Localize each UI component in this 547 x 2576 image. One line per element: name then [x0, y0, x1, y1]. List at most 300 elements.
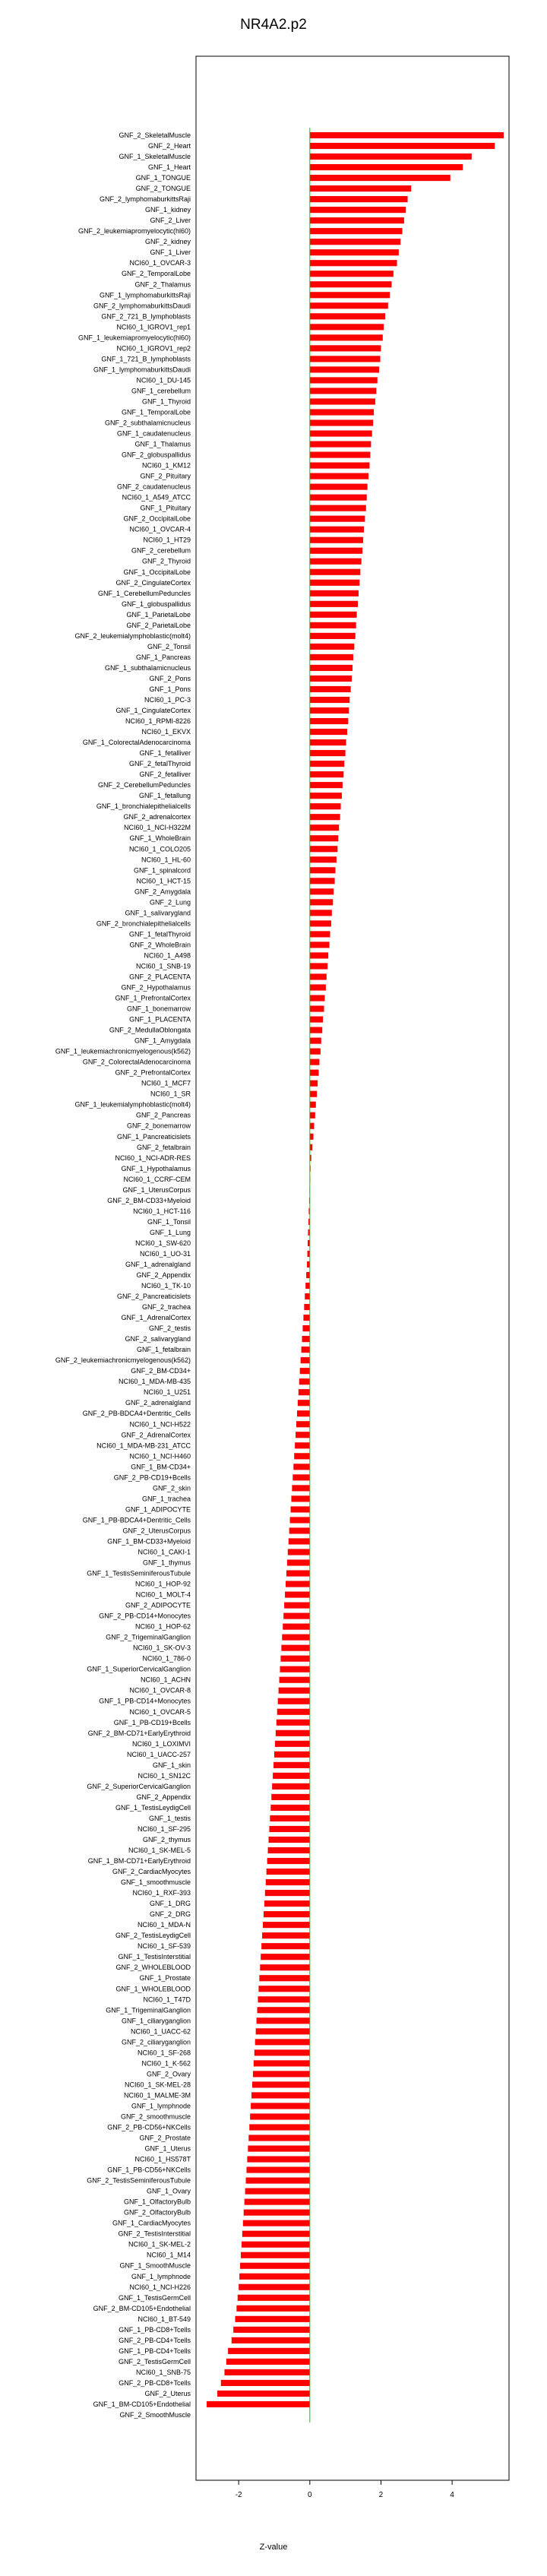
category-label: GNF_2_721_B_lymphoblasts — [101, 312, 191, 321]
bar — [310, 1005, 324, 1011]
bar — [277, 1720, 310, 1726]
bar — [310, 132, 504, 138]
bar — [277, 1709, 310, 1715]
category-label: GNF_2_skin — [152, 1484, 191, 1492]
category-label: NCI60_1_SK-MEL-28 — [124, 2081, 191, 2089]
bar — [310, 505, 366, 511]
category-label: NCI60_1_A498 — [144, 951, 191, 960]
bar — [254, 2060, 310, 2066]
bar — [310, 888, 334, 894]
category-label: NCI60_1_MOLT-4 — [135, 1590, 191, 1599]
bar — [298, 1400, 310, 1406]
bar — [310, 377, 378, 383]
bar — [288, 1549, 310, 1555]
bar — [236, 2305, 309, 2312]
category-label: GNF_2_adrenalgland — [125, 1399, 191, 1407]
category-label: NCI60_1_NCI-H522 — [129, 1420, 191, 1429]
bar — [310, 175, 451, 181]
bar — [280, 1677, 310, 1683]
category-label: GNF_1_TestisInterstitial — [118, 1953, 191, 1961]
category-label: NCI60_1_PC-3 — [144, 695, 191, 704]
bar — [310, 419, 373, 426]
category-label: GNF_1_Thalamus — [134, 440, 191, 448]
category-label: GNF_2_Tonsil — [147, 642, 191, 650]
category-label: GNF_1_WHOLEBLOOD — [115, 1985, 191, 1993]
bar — [310, 398, 375, 404]
bar — [268, 1847, 310, 1853]
category-label: GNF_2_leukemialymphoblastic(molt4) — [74, 631, 191, 640]
bar — [248, 2135, 310, 2141]
category-label: GNF_1_TrigeminalGanglion — [106, 2006, 191, 2014]
bar — [273, 1773, 310, 1779]
category-label: NCI60_1_KM12 — [141, 461, 191, 470]
bar — [246, 2178, 310, 2184]
category-label: GNF_1_PB-CD56+NKCells — [107, 2166, 191, 2174]
bar — [310, 612, 357, 618]
category-label: GNF_2_Lung — [149, 898, 191, 907]
bar — [280, 1666, 309, 1673]
category-label: GNF_2_globuspallidus — [121, 451, 191, 459]
category-label: NCI60_1_TK-10 — [141, 1282, 191, 1290]
category-label: NCI60_1_MDA-MB-231_ATCC — [96, 1441, 191, 1450]
category-label: GNF_2_Pancreas — [135, 1111, 191, 1119]
bar — [310, 366, 379, 372]
bar — [310, 334, 383, 340]
bar — [291, 1495, 309, 1502]
category-label: GNF_1_Thyroid — [141, 397, 191, 406]
bar — [310, 601, 358, 607]
category-label: GNF_1_lymphnode — [131, 2102, 191, 2110]
bar — [287, 1559, 310, 1565]
category-label: GNF_2_PB-CD4+Tcells — [119, 2336, 191, 2344]
bar — [250, 2113, 310, 2119]
category-label: GNF_2_Prostate — [139, 2134, 191, 2142]
category-label: NCI60_1_SK-MEL-2 — [128, 2240, 191, 2248]
category-label: GNF_2_thymus — [142, 1835, 191, 1843]
category-label: GNF_2_Hypothalamus — [121, 983, 191, 992]
bar — [310, 739, 346, 745]
category-label: GNF_2_CerebellumPeduncles — [97, 781, 191, 790]
category-label: NCI60_1_M14 — [146, 2251, 191, 2259]
category-label: GNF_2_fetalbrain — [136, 1143, 191, 1151]
bar — [270, 1805, 310, 1811]
bar — [299, 1389, 310, 1395]
x-tick-label: 0 — [308, 2491, 312, 2499]
category-label: GNF_1_lymphomaburkittsRaji — [99, 291, 191, 299]
bar — [297, 1410, 310, 1416]
bar — [283, 1624, 310, 1630]
category-label: GNF_2_ciliaryganglion — [121, 2038, 191, 2046]
bar — [253, 2071, 310, 2077]
category-label: GNF_1_lymphomaburkittsDaudi — [93, 366, 191, 374]
category-label: NCI60_1_SK-MEL-5 — [128, 1847, 191, 1855]
category-label: GNF_1_ColorectalAdenocarcinoma — [82, 739, 191, 747]
category-label: GNF_2_Pons — [149, 674, 191, 682]
category-label: NCI60_1_NCI-H460 — [129, 1452, 191, 1460]
category-label: GNF_1_BM-CD34+ — [131, 1463, 191, 1471]
category-label: GNF_1_CardiacMyocytes — [112, 2219, 191, 2227]
bar — [310, 984, 326, 990]
category-label: NCI60_1_MDA-MB-435 — [118, 1378, 191, 1386]
category-label: GNF_2_TestisGermCell — [118, 2357, 191, 2366]
bar — [305, 1283, 310, 1289]
category-label: GNF_2_TestisInterstitial — [118, 2229, 191, 2238]
category-label: NCI60_1_HCT-15 — [136, 877, 191, 885]
category-label: GNF_1_OlfactoryBulb — [123, 2198, 191, 2206]
category-label: GNF_2_kidney — [144, 238, 191, 246]
bar — [310, 484, 368, 490]
category-label: GNF_1_PB-CD8+Tcells — [119, 2325, 191, 2334]
category-label: GNF_1_cerebellum — [131, 387, 191, 395]
bar — [310, 856, 337, 862]
bar — [276, 1730, 310, 1736]
bar — [272, 1783, 310, 1790]
bar — [310, 697, 349, 703]
bars-group — [207, 132, 504, 2407]
bar — [310, 973, 327, 979]
category-label: GNF_1_CerebellumPeduncles — [97, 589, 191, 597]
category-label: GNF_2_Ovary — [146, 2070, 191, 2078]
bar — [310, 622, 356, 628]
category-label: GNF_2_SkeletalMuscle — [119, 131, 191, 139]
bar — [283, 1613, 310, 1619]
bar — [242, 2231, 310, 2237]
category-label: GNF_1_salivarygland — [125, 909, 191, 917]
category-label: GNF_1_Hypothalamus — [121, 1164, 191, 1172]
category-label: GNF_1_bronchialepithelialcells — [96, 802, 191, 811]
bar — [310, 1049, 321, 1055]
bar — [310, 782, 343, 788]
bar — [243, 2220, 310, 2226]
bar — [257, 2017, 310, 2024]
category-label: GNF_2_ADIPOCYTE — [125, 1601, 191, 1609]
category-label: NCI60_1_HOP-92 — [134, 1580, 191, 1588]
category-label: GNF_1_thymus — [142, 1559, 191, 1567]
bar — [310, 1070, 319, 1076]
bar — [310, 718, 349, 724]
category-label: GNF_1_DRG — [149, 1900, 191, 1908]
category-label: NCI60_1_MDA-N — [137, 1921, 191, 1929]
category-label: NCI60_1_SW-620 — [135, 1239, 191, 1247]
bar — [310, 473, 368, 479]
bar — [310, 910, 332, 916]
category-label: GNF_2_Pancreaticislets — [116, 1293, 191, 1301]
bar — [310, 228, 403, 234]
bar — [224, 2369, 309, 2375]
category-label: NCI60_1_OVCAR-3 — [129, 259, 191, 267]
category-label: GNF_2_Thalamus — [134, 280, 191, 289]
category-label: GNF_1_leukemiachronicmyelogenous(k562) — [55, 1047, 191, 1055]
bar — [310, 824, 339, 831]
bar — [310, 963, 327, 969]
category-label: NCI60_1_IGROV1_rep2 — [116, 344, 191, 353]
category-label: NCI60_1_IGROV1_rep1 — [116, 323, 191, 331]
bar — [310, 878, 335, 884]
bar — [310, 1102, 316, 1108]
bar — [310, 899, 333, 905]
bar — [310, 388, 377, 394]
category-label: GNF_1_PB-BDCA4+Dentritic_Cells — [82, 1516, 191, 1524]
bar — [263, 1922, 310, 1928]
category-label: GNF_2_salivarygland — [125, 1335, 191, 1343]
category-label: GNF_2_adrenalcortex — [123, 813, 191, 821]
category-label: GNF_1_spinalcord — [133, 866, 191, 875]
bar — [310, 239, 400, 245]
category-label: NCI60_1_NCI-ADR-RES — [115, 1154, 191, 1162]
category-label: GNF_2_subthalamicnucleus — [104, 419, 191, 427]
bar — [310, 729, 347, 735]
category-label: GNF_2_WholeBrain — [129, 941, 191, 949]
category-label: GNF_1_TemporalLobe — [121, 408, 191, 416]
category-label: NCI60_1_786-0 — [142, 1654, 191, 1663]
category-label: GNF_2_BM-CD105+Endothelial — [93, 2304, 191, 2312]
category-label: GNF_1_TONGUE — [135, 174, 191, 182]
category-label: NCI60_1_UACC-257 — [126, 1750, 191, 1758]
category-label: GNF_2_WHOLEBLOOD — [115, 1964, 191, 1972]
category-label: GNF_1_skin — [152, 1761, 191, 1769]
category-label: GNF_2_fetalliver — [139, 771, 191, 779]
category-label: GNF_1_testis — [148, 1814, 191, 1822]
category-label: NCI60_1_SNB-19 — [135, 962, 191, 970]
category-label: GNF_2_smoothmuscle — [120, 2112, 191, 2121]
category-label: GNF_1_BM-CD71+EarlyErythroid — [87, 1857, 191, 1866]
bar — [265, 1890, 310, 1896]
category-label: GNF_2_OlfactoryBulb — [123, 2208, 191, 2217]
bar — [242, 2242, 310, 2248]
bar — [264, 1911, 310, 1917]
bar — [258, 2007, 310, 2013]
bar — [310, 995, 325, 1001]
category-label: NCI60_1_K-562 — [141, 2059, 191, 2068]
category-label: NCI60_1_UACC-62 — [130, 2027, 191, 2036]
category-label: GNF_2_ParietalLobe — [126, 621, 191, 629]
bar — [310, 793, 342, 799]
category-label: NCI60_1_U251 — [143, 1388, 191, 1397]
category-label: NCI60_1_OVCAR-8 — [129, 1686, 191, 1695]
bar — [295, 1442, 310, 1448]
category-label: GNF_1_leukemialymphoblastic(molt4) — [74, 1100, 191, 1109]
category-label: GNF_1_TestisLeydigCell — [115, 1803, 191, 1812]
bar — [241, 2252, 310, 2258]
category-label: GNF_2_leukemiachronicmyelogenous(k562) — [55, 1356, 191, 1365]
category-label: GNF_2_cerebellum — [131, 546, 191, 555]
category-label: GNF_2_PB-CD14+Monocytes — [99, 1612, 191, 1620]
category-label: NCI60_1_ACHN — [140, 1676, 191, 1684]
category-label: GNF_2_fetalThyroid — [128, 760, 191, 768]
bar — [251, 2103, 310, 2109]
category-label: NCI60_1_SF-295 — [137, 1824, 191, 1833]
bar — [310, 867, 336, 873]
bar — [296, 1421, 310, 1427]
bar — [310, 324, 384, 330]
category-label: NCI60_1_NCI-H322M — [123, 824, 191, 832]
bar — [275, 1741, 310, 1747]
bar — [310, 260, 397, 266]
bar — [310, 143, 495, 149]
x-tick-label: -2 — [235, 2491, 242, 2499]
bar — [310, 1027, 322, 1033]
category-label: NCI60_1_NCI-H226 — [129, 2283, 191, 2291]
bar — [232, 2337, 310, 2343]
bar — [284, 1603, 310, 1609]
category-label: NCI60_1_OVCAR-4 — [129, 525, 191, 533]
bar — [310, 1134, 314, 1140]
bar — [310, 207, 406, 213]
category-label: GNF_1_Liver — [150, 248, 191, 257]
bar — [296, 1432, 310, 1438]
category-label: NCI60_1_OVCAR-5 — [129, 1707, 191, 1716]
bar — [310, 292, 390, 298]
bar — [239, 2274, 310, 2280]
category-label: GNF_2_TestisLeydigCell — [115, 1932, 191, 1940]
bar — [281, 1645, 309, 1651]
bar — [307, 1261, 310, 1267]
category-label: NCI60_1_RPMI-8226 — [125, 717, 191, 726]
bar — [310, 345, 381, 351]
bar — [293, 1464, 310, 1470]
bar — [310, 451, 371, 457]
category-label: GNF_1_smoothmuscle — [120, 1878, 191, 1887]
bar — [245, 2199, 310, 2205]
category-label: GNF_1_caudatenucleus — [116, 429, 191, 438]
category-label: GNF_2_PrefrontalCortex — [115, 1068, 191, 1077]
bar — [310, 1016, 323, 1022]
bar — [289, 1538, 310, 1544]
bar — [310, 941, 330, 948]
bar — [310, 495, 367, 501]
bar — [310, 185, 411, 191]
bar — [256, 2028, 310, 2034]
category-label: GNF_1_ADIPOCYTE — [125, 1505, 191, 1514]
category-label: GNF_1_BM-CD33+Myeloid — [107, 1537, 191, 1546]
category-label: GNF_2_OccipitalLobe — [123, 514, 191, 523]
bar — [310, 271, 394, 277]
bar — [310, 516, 365, 522]
bar — [286, 1581, 310, 1587]
bar — [246, 2167, 309, 2173]
bar — [238, 2295, 310, 2301]
bar — [310, 931, 330, 937]
category-label: GNF_2_PB-CD56+NKCells — [107, 2123, 191, 2131]
bar — [259, 1975, 309, 1981]
bar — [310, 707, 349, 714]
category-label: GNF_1_ParietalLobe — [126, 610, 191, 619]
category-label: GNF_2_UterusCorpus — [122, 1527, 191, 1535]
x-axis — [236, 2480, 455, 2499]
category-label: GNF_2_SmoothMuscle — [119, 2411, 191, 2419]
category-label: GNF_2_BM-CD71+EarlyErythroid — [87, 1729, 191, 1737]
category-label: GNF_1_PB-CD4+Tcells — [119, 2347, 191, 2355]
category-label: GNF_1_fetalThyroid — [128, 930, 191, 938]
category-label: GNF_1_TestisGermCell — [118, 2293, 191, 2302]
bar — [239, 2284, 310, 2290]
bar — [305, 1293, 310, 1299]
bar — [310, 249, 399, 255]
bar — [310, 356, 381, 362]
bar — [310, 313, 385, 319]
category-label: GNF_1_adrenalgland — [125, 1260, 191, 1268]
category-label: GNF_2_bronchialepithelialcells — [96, 919, 191, 928]
category-label: GNF_1_BM-CD105+Endothelial — [93, 2400, 191, 2408]
bar — [269, 1826, 309, 1832]
category-label: GNF_1_bonemarrow — [126, 1005, 191, 1013]
category-label: NCI60_1_SF-539 — [137, 1942, 191, 1951]
bar — [310, 1123, 315, 1129]
category-label: GNF_2_bonemarrow — [126, 1122, 191, 1130]
bar — [310, 441, 372, 447]
category-label: GNF_1_leukemiapromyelocytic(hl60) — [77, 334, 191, 342]
category-label: GNF_1_fetalliver — [139, 749, 191, 758]
bar — [310, 771, 343, 777]
bar — [217, 2391, 310, 2397]
category-label: NCI60_1_EKVX — [141, 728, 191, 736]
bar — [310, 750, 346, 756]
bar — [310, 1091, 317, 1097]
bar — [255, 2039, 310, 2045]
category-label: GNF_1_Pancreas — [135, 653, 191, 661]
bar — [261, 1954, 310, 1960]
category-label: NCI60_1_CCRF-CEM — [123, 1175, 191, 1183]
bar — [310, 761, 344, 767]
category-label: GNF_1_PB-CD14+Monocytes — [99, 1697, 191, 1705]
category-label: NCI60_1_SK-OV-3 — [132, 1644, 191, 1652]
bar — [310, 835, 338, 841]
bar — [280, 1656, 309, 1662]
bar — [310, 803, 341, 809]
category-label: NCI60_1_SF-268 — [137, 2049, 191, 2057]
bar — [289, 1527, 310, 1533]
category-label: GNF_1_PB-CD19+Bcells — [113, 1718, 191, 1726]
bar — [310, 644, 355, 650]
category-label: NCI60_1_T47D — [143, 1995, 191, 2004]
category-label: GNF_1_Heart — [147, 163, 191, 172]
bar — [310, 569, 360, 575]
bar — [285, 1591, 310, 1597]
bar — [292, 1485, 309, 1491]
bar — [310, 1112, 315, 1119]
bar — [310, 580, 360, 586]
bar — [252, 2081, 310, 2087]
category-label: GNF_1_lymphnode — [131, 2272, 191, 2280]
category-label: GNF_1_ciliaryganglion — [121, 2017, 191, 2025]
category-label: GNF_1_Lung — [149, 1228, 191, 1236]
bar — [310, 846, 338, 852]
category-label: GNF_2_Amygdala — [134, 888, 191, 896]
category-label: GNF_2_Liver — [150, 217, 191, 225]
category-label: GNF_2_TONGUE — [135, 185, 191, 193]
bar — [300, 1368, 310, 1374]
bar — [249, 2124, 310, 2130]
category-label: GNF_2_PB-CD8+Tcells — [119, 2378, 191, 2387]
category-label: GNF_2_ColorectalAdenocarcinoma — [82, 1058, 191, 1066]
bar — [310, 1081, 318, 1087]
category-label: GNF_2_trachea — [141, 1303, 191, 1312]
category-label: GNF_2_Appendix — [136, 1271, 191, 1279]
bar — [290, 1517, 310, 1523]
category-label: NCI60_1_MCF7 — [141, 1079, 191, 1087]
bar — [221, 2380, 310, 2386]
category-label: GNF_2_leukemiapromyelocytic(hl60) — [77, 227, 191, 236]
category-label: GNF_1_AdrenalCortex — [121, 1314, 191, 1322]
bar — [207, 2401, 310, 2407]
category-label: GNF_1_Tonsil — [147, 1217, 191, 1226]
bar — [301, 1357, 310, 1363]
bar — [261, 1943, 310, 1949]
category-label: NCI60_1_UO-31 — [139, 1249, 191, 1258]
category-label: GNF_2_lymphomaburkittsRaji — [99, 195, 191, 204]
category-label: GNF_2_DRG — [149, 1910, 191, 1919]
category-label: GNF_1_Pancreaticislets — [116, 1132, 191, 1141]
